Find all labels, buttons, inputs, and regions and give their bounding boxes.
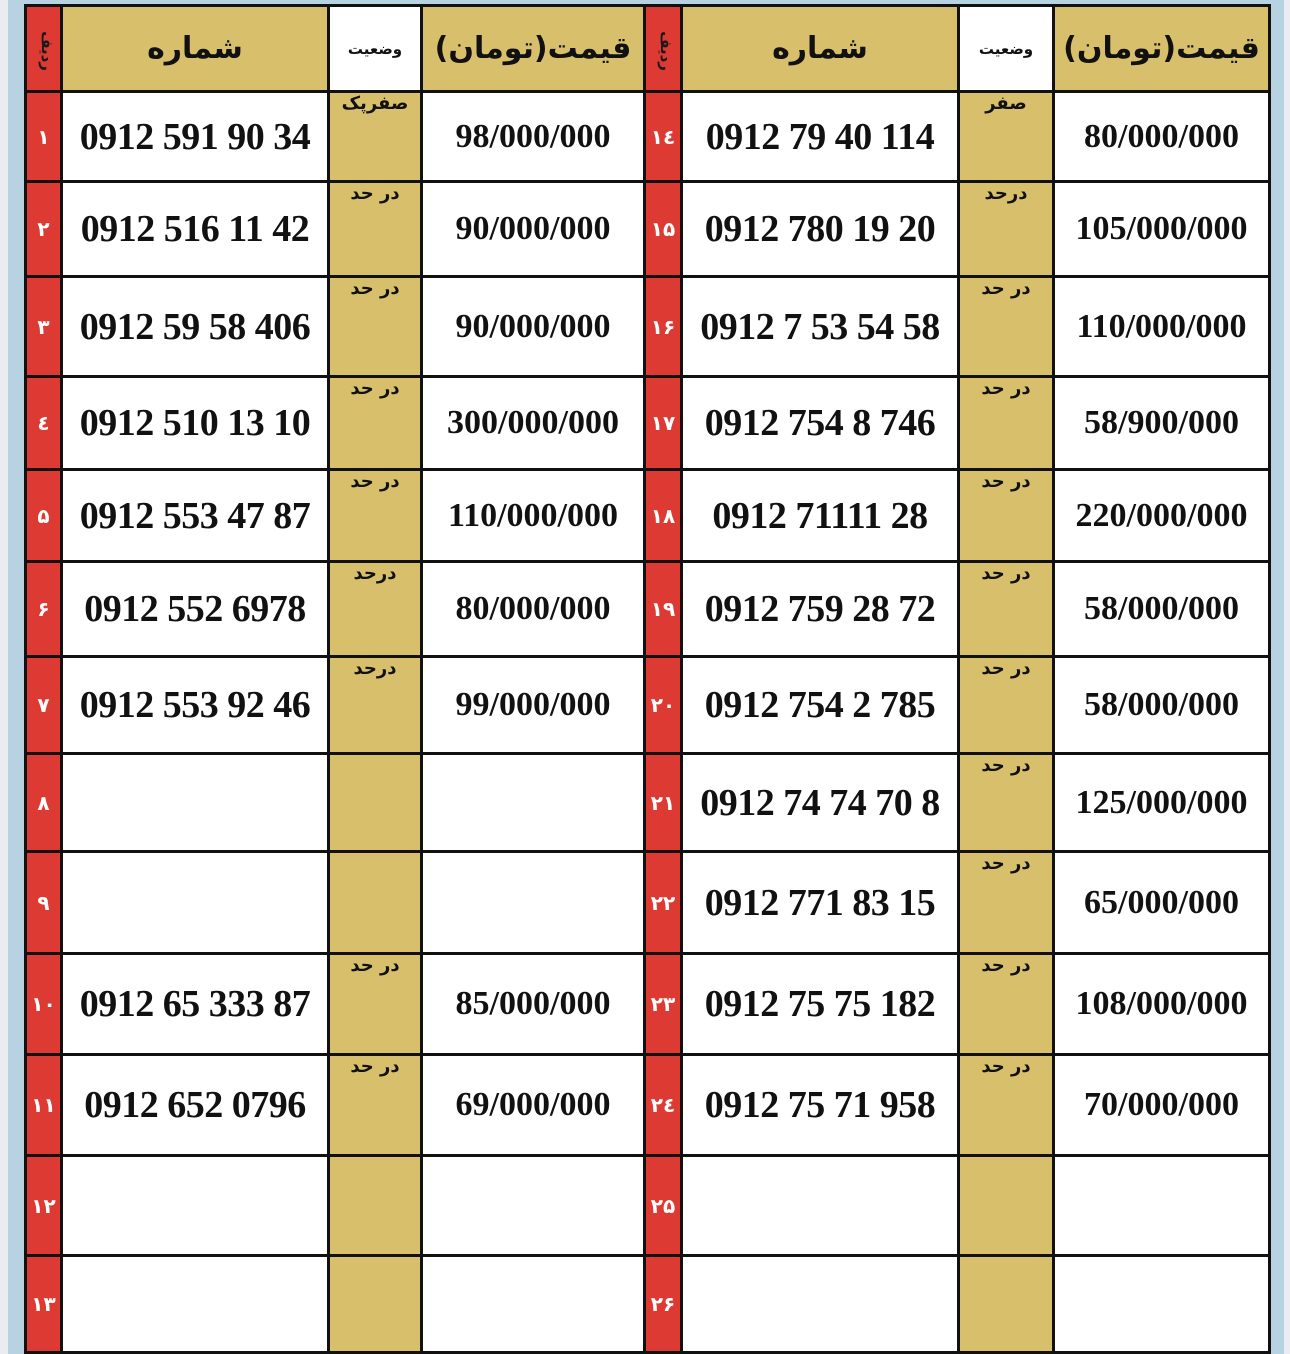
table-row [26,954,1270,1055]
row-index-right: ۲۲ [645,852,682,954]
phone-number-left: 0912 652 0796 [62,1055,329,1156]
table-row [26,754,1270,852]
status-left: در حد [329,377,422,470]
phone-number-right [682,1256,959,1353]
status-left [329,1256,422,1353]
price-left [422,852,645,954]
row-index-left: ۹ [26,852,62,954]
phone-number-left: 0912 516 11 42 [62,182,329,277]
price-right: 70/000/000 [1054,1055,1270,1156]
row-index-left: ۱۰ [26,954,62,1055]
status-right: در حد [959,754,1054,852]
status-right [959,1256,1054,1353]
table-row [26,1055,1270,1156]
status-left: درحد [329,562,422,657]
table-row [26,562,1270,657]
header-row-index-right: ردیف [645,6,682,92]
price-right [1054,1156,1270,1256]
phone-number-right [682,1156,959,1256]
status-left: در حد [329,954,422,1055]
row-index-right: ۱۸ [645,470,682,562]
row-index-left: ۲ [26,182,62,277]
row-index-right: ۱۵ [645,182,682,277]
price-right: 65/000/000 [1054,852,1270,954]
table-row [26,92,1270,182]
row-index-right: ۱۹ [645,562,682,657]
phone-number-right: 0912 74 74 70 8 [682,754,959,852]
phone-number-left: 0912 552 6978 [62,562,329,657]
status-right: در حد [959,470,1054,562]
table-header-row [26,6,1270,92]
phone-number-right: 0912 759 28 72 [682,562,959,657]
phone-number-left: 0912 553 47 87 [62,470,329,562]
phone-number-left [62,754,329,852]
table-row [26,277,1270,377]
header-number-right: شماره [682,6,959,92]
status-left [329,852,422,954]
row-index-left: ۱۱ [26,1055,62,1156]
row-index-right: ۲۱ [645,754,682,852]
row-index-left: ۱ [26,92,62,182]
phone-number-right: 0912 71111 28 [682,470,959,562]
header-row-index-left: ردیف [26,6,62,92]
status-right: در حد [959,562,1054,657]
status-left: در حد [329,182,422,277]
row-index-right: ۲۳ [645,954,682,1055]
price-left: 80/000/000 [422,562,645,657]
phone-number-left: 0912 510 13 10 [62,377,329,470]
price-right: 110/000/000 [1054,277,1270,377]
price-right [1054,1256,1270,1353]
header-status-left: وضعیت [329,6,422,92]
table-row [26,377,1270,470]
price-left: 85/000/000 [422,954,645,1055]
table-row [26,657,1270,754]
phone-number-left [62,1256,329,1353]
row-index-left: ۷ [26,657,62,754]
status-right: در حد [959,377,1054,470]
price-left: 300/000/000 [422,377,645,470]
phone-number-left: 0912 553 92 46 [62,657,329,754]
price-left [422,754,645,852]
status-left [329,1156,422,1256]
price-right: 108/000/000 [1054,954,1270,1055]
table-row [26,1156,1270,1256]
price-left: 90/000/000 [422,182,645,277]
price-right: 125/000/000 [1054,754,1270,852]
status-right: صفر [959,92,1054,182]
phone-number-left [62,852,329,954]
header-price-left: قیمت(تومان) [422,6,645,92]
row-index-left: ۵ [26,470,62,562]
phone-number-right: 0912 79 40 114 [682,92,959,182]
status-left: درحد [329,657,422,754]
price-left: 98/000/000 [422,92,645,182]
status-left: در حد [329,277,422,377]
price-left [422,1156,645,1256]
phone-number-right: 0912 75 71 958 [682,1055,959,1156]
row-index-left: ۶ [26,562,62,657]
row-index-left: ۱۳ [26,1256,62,1353]
price-right: 58/000/000 [1054,657,1270,754]
phone-number-right: 0912 754 8 746 [682,377,959,470]
status-right [959,1156,1054,1256]
price-right: 220/000/000 [1054,470,1270,562]
phone-number-left [62,1156,329,1256]
table-row [26,470,1270,562]
price-left [422,1256,645,1353]
phone-number-right: 0912 75 75 182 [682,954,959,1055]
table-row [26,852,1270,954]
price-left: 90/000/000 [422,277,645,377]
status-right: در حد [959,1055,1054,1156]
status-left [329,754,422,852]
row-index-right: ۱۶ [645,277,682,377]
status-right: در حد [959,954,1054,1055]
status-right: در حد [959,852,1054,954]
status-left: صفرپک [329,92,422,182]
phone-number-right: 0912 754 2 785 [682,657,959,754]
status-right: درحد [959,182,1054,277]
row-index-right: ۲۶ [645,1256,682,1353]
price-right: 105/000/000 [1054,182,1270,277]
header-status-right: وضعیت [959,6,1054,92]
phone-number-right: 0912 780 19 20 [682,182,959,277]
row-index-left: ۳ [26,277,62,377]
row-index-right: ۲٤ [645,1055,682,1156]
status-left: در حد [329,470,422,562]
price-left: 99/000/000 [422,657,645,754]
row-index-left: ۸ [26,754,62,852]
price-right: 58/000/000 [1054,562,1270,657]
phone-number-right: 0912 771 83 15 [682,852,959,954]
phone-number-left: 0912 65 333 87 [62,954,329,1055]
row-index-left: ۱۲ [26,1156,62,1256]
status-right: در حد [959,277,1054,377]
price-left: 110/000/000 [422,470,645,562]
row-index-right: ۱٤ [645,92,682,182]
table-row [26,1256,1270,1353]
phone-number-left: 0912 59 58 406 [62,277,329,377]
row-index-right: ۲۵ [645,1156,682,1256]
table-row [26,182,1270,277]
price-right: 58/900/000 [1054,377,1270,470]
status-left: در حد [329,1055,422,1156]
price-left: 69/000/000 [422,1055,645,1156]
status-right: در حد [959,657,1054,754]
phone-number-price-table [24,4,1271,1354]
row-index-right: ۲۰ [645,657,682,754]
row-index-left: ٤ [26,377,62,470]
phone-number-left: 0912 591 90 34 [62,92,329,182]
header-number-left: شماره [62,6,329,92]
row-index-right: ۱۷ [645,377,682,470]
header-price-right: قیمت(تومان) [1054,6,1270,92]
phone-number-right: 0912 7 53 54 58 [682,277,959,377]
price-right: 80/000/000 [1054,92,1270,182]
